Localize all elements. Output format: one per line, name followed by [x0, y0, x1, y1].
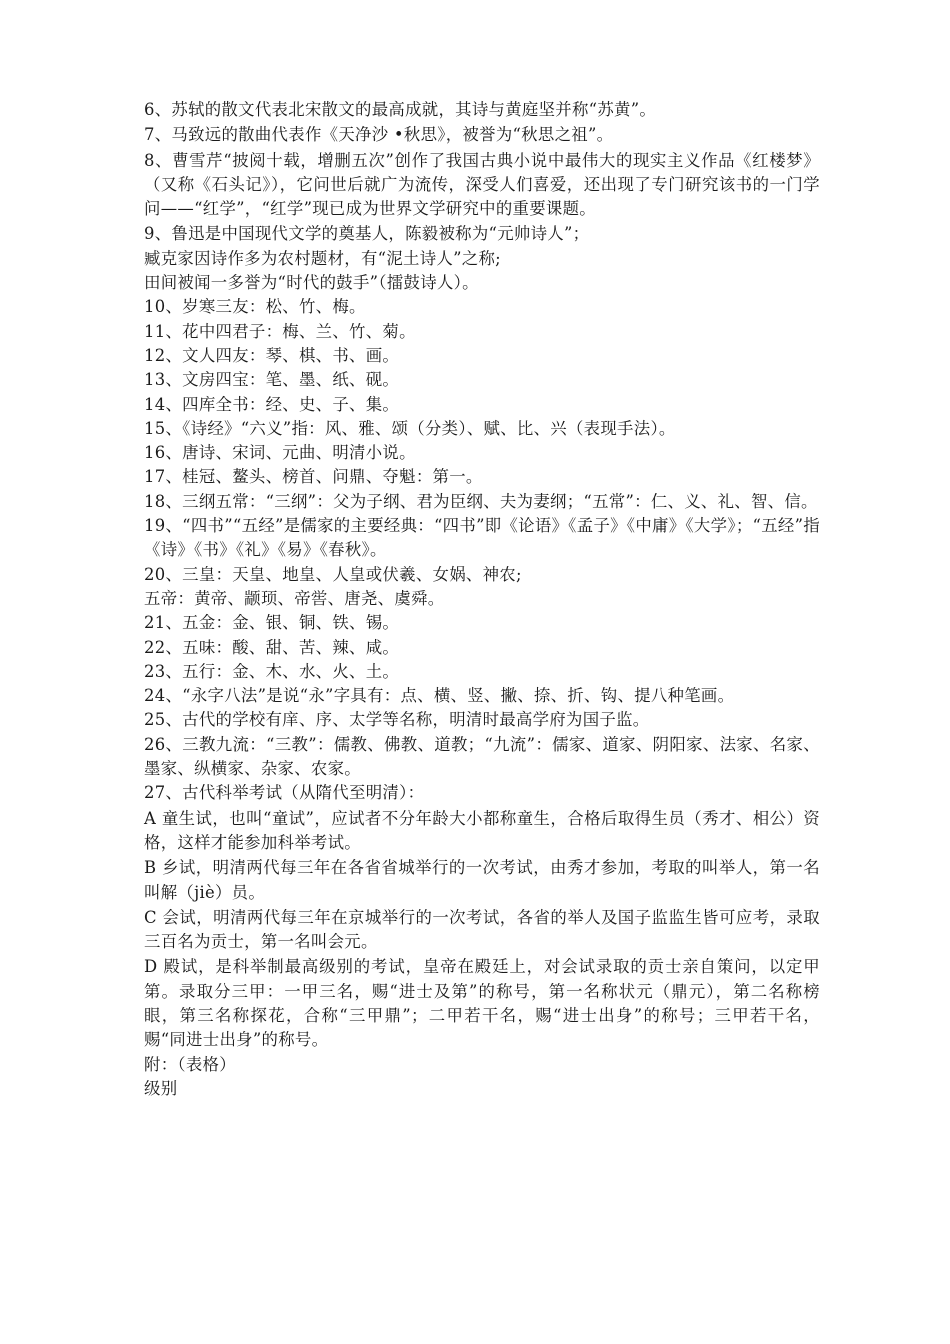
paragraph-item-23: 23、五行：金、木、水、火、土。 — [144, 661, 400, 681]
paragraph-item-c: C 会试，明清两代每三年在京城举行的一次考试，各省的举人及国子监监生皆可应考，录取三百名为贡士，第一名叫会元。 — [144, 907, 820, 952]
paragraph-item-26: 26、三教九流：“三教”：儒教、佛教、道教；“九流”：儒家、道家、阴阳家、法家、名家、墨家、纵横家、杂家、农家。 — [144, 734, 820, 779]
paragraph-item-9: 9、鲁迅是中国现代文学的奠基人，陈毅被称为“元帅诗人”； — [144, 224, 590, 244]
paragraph-item-6: 6、苏轼的散文代表北宋散文的最高成就，其诗与黄庭坚并称“苏黄”。 — [144, 100, 657, 119]
paragraph-item-13: 13、文房四宝：笔、墨、纸、砚。 — [144, 370, 400, 390]
paragraph-item-b: B 乡试，明清两代每三年在各省省城举行的一次考试，由秀才参加，考取的叫举人，第一名叫解（jiè）员。 — [144, 858, 820, 902]
paragraph-item-14: 14、四库全书：经、史、子、集。 — [144, 394, 400, 414]
paragraph-item-25: 25、古代的学校有庠、序、太学等名称，明清时最高学府为国子监。 — [144, 710, 650, 730]
paragraph-item-a: A 童生试，也叫“童试”，应试者不分年龄大小都称童生，合格后取得生员（秀才、相公）资格，这样才能参加科举考试。 — [144, 808, 820, 852]
paragraph-item-11: 11、花中四君子：梅、兰、竹、菊。 — [144, 321, 416, 341]
paragraph-item-20: 20、三皇：天皇、地皇、人皇或伏羲、女娲、神农; — [144, 564, 522, 584]
paragraph-item-17: 17、桂冠、鳌头、榜首、问鼎、夺魁：第一。 — [144, 467, 483, 487]
paragraph-item-12: 12、文人四友：琴、棋、书、画。 — [144, 345, 400, 365]
paragraph-item-27: 27、古代科举考试（从隋代至明清）： — [144, 783, 425, 803]
paragraph-item-7: 7、马致远的散曲代表作《天净沙 •秋思》，被誉为“秋思之祖”。 — [144, 125, 614, 145]
paragraph-item-15: 15、《诗经》“六义”指：风、雅、颂（分类）、赋、比、兴（表现手法）。 — [144, 418, 676, 438]
paragraph-item-19: 19、“四书”“五经”是儒家的主要经典：“四书”即《论语》《孟子》《中庸》《大学》；“五经”指《诗》《书》《礼》《易》《春秋》。 — [144, 516, 820, 560]
paragraph-item-18: 18、三纲五常：“三纲”：父为子纲、君为臣纲、夫为妻纲；“五常”：仁、义、礼、智、信。 — [144, 491, 818, 511]
paragraph-item-d: D 殿试，是科举制最高级别的考试，皇帝在殿廷上，对会试录取的贡士亲自策问，以定甲第。录取分三甲：一甲三名，赐“进士及第”的称号，第一名称状元（鼎元），第二名称榜眼，第三名称探花，合称“三甲鼎”；二甲若干名，赐“进士出身”的称号；三甲若干名，赐“同进士出身”的称号。 — [144, 957, 820, 1050]
paragraph-item-8: 8、曹雪芹“披阅十载，增删五次”创作了我国古典小说中最伟大的现实主义作品《红楼梦》（又称《石头记》），它问世后就广为流传，深受人们喜爱，还出现了专门研究该书的一门学问——“红学”，“红学”现已成为世界文学研究中的重要课题。 — [144, 150, 820, 219]
paragraph-item-22: 22、五味：酸、甜、苦、辣、咸。 — [144, 637, 400, 657]
paragraph-line: 臧克家因诗作多为农村题材，有“泥土诗人”之称; — [144, 248, 501, 268]
document-page — [144, 98, 820, 1101]
table-header-level: 级别 — [144, 1078, 178, 1098]
paragraph-line: 田间被闻一多誉为“时代的鼓手”（擂鼓诗人）。 — [144, 273, 479, 293]
appendix-label: 附：（表格） — [144, 1054, 236, 1074]
paragraph-item-10: 10、岁寒三友：松、竹、梅。 — [144, 297, 366, 317]
paragraph-item-24: 24、“永字八法”是说“永”字具有：点、横、竖、撇、捺、折、钩、提八种笔画。 — [144, 686, 735, 706]
paragraph-line: 五帝：黄帝、颛顼、帝喾、唐尧、虞舜。 — [144, 588, 445, 608]
paragraph-item-16: 16、唐诗、宋词、元曲、明清小说。 — [144, 443, 416, 463]
paragraph-item-21: 21、五金：金、银、铜、铁、锡。 — [144, 613, 400, 633]
